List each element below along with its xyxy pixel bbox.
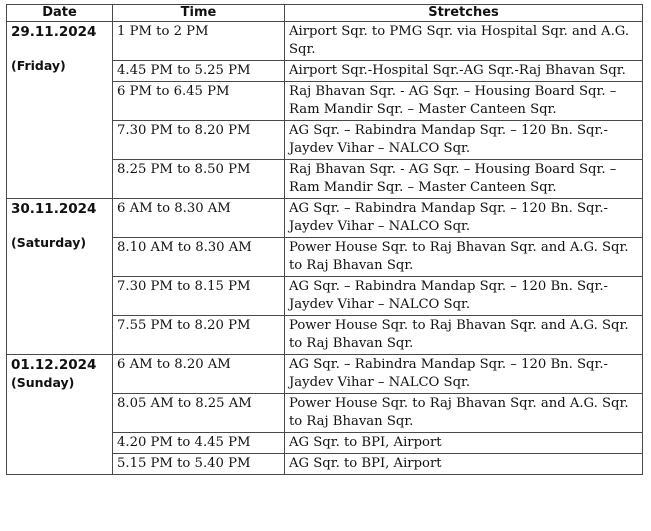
schedule-table [6,4,643,475]
time-cell: 8.25 PM to 8.50 PM [113,160,285,199]
header-date: Date [7,5,113,22]
date-cell [7,355,113,475]
day-value: (Saturday) [11,235,87,250]
time-cell: 7.55 PM to 8.20 PM [113,316,285,355]
time-cell: 8.10 AM to 8.30 AM [113,238,285,277]
day-value: (Sunday) [11,375,75,390]
time-cell: 6 AM to 8.30 AM [113,199,285,238]
header-stretches: Stretches [285,5,643,22]
stretch-cell: Raj Bhavan Sqr. - AG Sqr. – Housing Board Sqr. – Ram Mandir Sqr. – Master Canteen Sqr. [285,82,643,121]
time-cell: 6 PM to 6.45 PM [113,82,285,121]
date-value: 29.11.2024 [11,24,97,40]
table-row [7,22,643,61]
stretch-cell: Power House Sqr. to Raj Bhavan Sqr. and A.G. Sqr. to Raj Bhavan Sqr. [285,316,643,355]
stretch-cell: AG Sqr. – Rabindra Mandap Sqr. – 120 Bn. Sqr.- Jaydev Vihar – NALCO Sqr. [285,121,643,160]
time-cell: 4.45 PM to 5.25 PM [113,61,285,82]
day-value: (Friday) [11,58,66,73]
stretch-cell: Airport Sqr. to PMG Sqr. via Hospital Sqr. and A.G. Sqr. [285,22,643,61]
date-cell [7,22,113,199]
stretch-cell: AG Sqr. – Rabindra Mandap Sqr. – 120 Bn. Sqr.- Jaydev Vihar – NALCO Sqr. [285,277,643,316]
time-cell: 8.05 AM to 8.25 AM [113,394,285,433]
time-cell: 5.15 PM to 5.40 PM [113,454,285,475]
date-value: 30.11.2024 [11,201,97,217]
time-cell: 7.30 PM to 8.15 PM [113,277,285,316]
date-value: 01.12.2024 [11,357,97,373]
time-cell: 7.30 PM to 8.20 PM [113,121,285,160]
stretch-cell: AG Sqr. – Rabindra Mandap Sqr. – 120 Bn. Sqr.- Jaydev Vihar – NALCO Sqr. [285,199,643,238]
time-cell: 1 PM to 2 PM [113,22,285,61]
stretch-cell: Power House Sqr. to Raj Bhavan Sqr. and A.G. Sqr. to Raj Bhavan Sqr. [285,394,643,433]
stretch-cell: AG Sqr. – Rabindra Mandap Sqr. – 120 Bn. Sqr.- Jaydev Vihar – NALCO Sqr. [285,355,643,394]
schedule-document [6,4,642,475]
stretch-cell: Raj Bhavan Sqr. - AG Sqr. – Housing Board Sqr. – Ram Mandir Sqr. – Master Canteen Sqr. [285,160,643,199]
table-row [7,355,643,394]
table-row [7,199,643,238]
stretch-cell: AG Sqr. to BPI, Airport [285,454,643,475]
stretch-cell: AG Sqr. to BPI, Airport [285,433,643,454]
header-time: Time [113,5,285,22]
date-cell [7,199,113,355]
stretch-cell: Airport Sqr.-Hospital Sqr.-AG Sqr.-Raj Bhavan Sqr. [285,61,643,82]
stretch-cell: Power House Sqr. to Raj Bhavan Sqr. and A.G. Sqr. to Raj Bhavan Sqr. [285,238,643,277]
time-cell: 4.20 PM to 4.45 PM [113,433,285,454]
header-row [7,5,643,22]
time-cell: 6 AM to 8.20 AM [113,355,285,394]
